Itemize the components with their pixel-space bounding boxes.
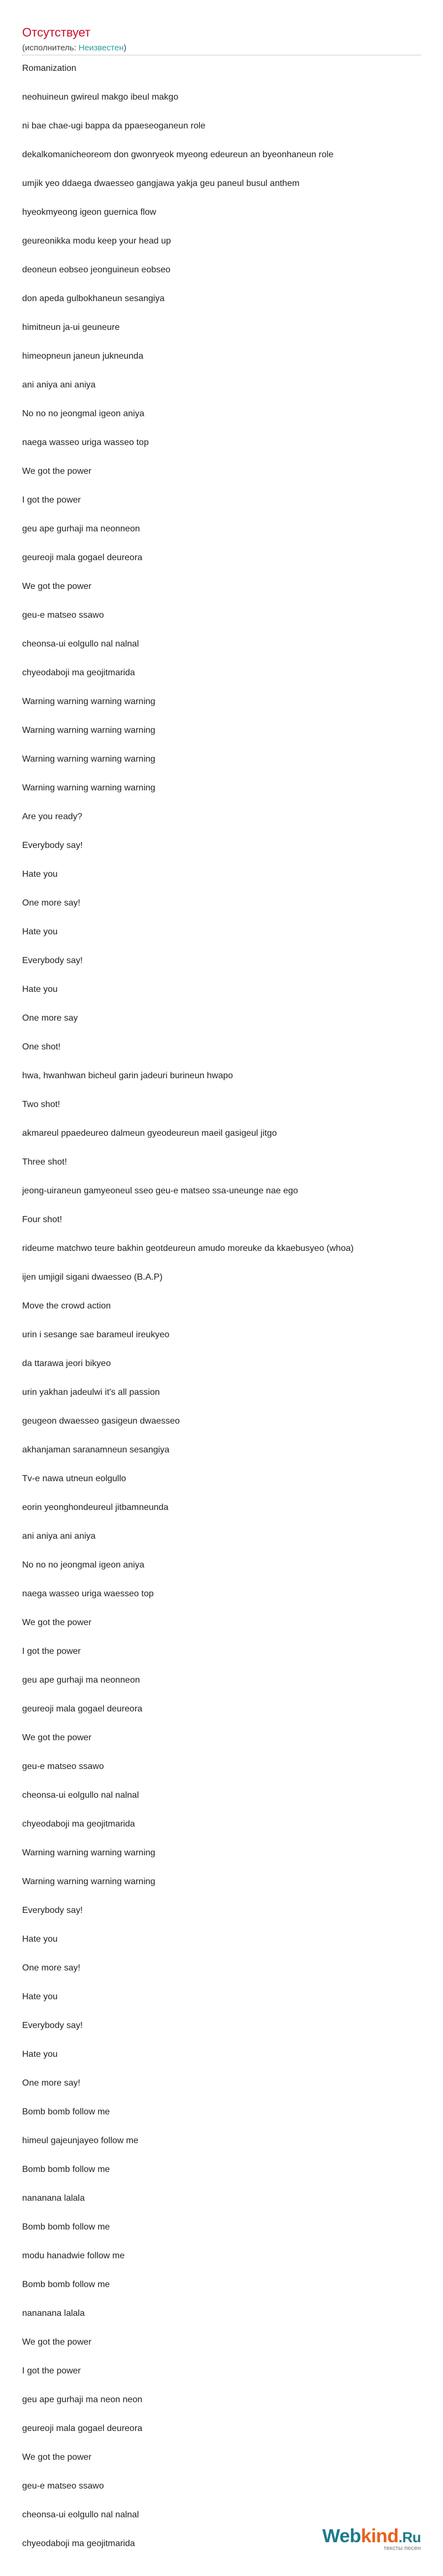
lyric-line: I got the power <box>22 495 81 505</box>
lyric-line: One more say! <box>22 1963 80 1973</box>
lyric-line: naega wasseo uriga wasseo top <box>22 438 149 447</box>
lyric-line: hwa, hwanhwan bicheul garin jadeuri burineun hwapo <box>22 1071 233 1080</box>
lyric-line: geu-e matseo ssawo <box>22 2481 104 2491</box>
lyric-line: geu ape gurhaji ma neonneon <box>22 524 140 534</box>
lyric-line: urin yakhan jadeulwi it's all passion <box>22 1388 160 1397</box>
lyric-line: eorin yeonghondeureul jitbamneunda <box>22 1503 169 1512</box>
lyric-line: da ttarawa jeori bikyeo <box>22 1359 111 1368</box>
lyric-line: don apeda gulbokhaneun sesangiya <box>22 294 165 303</box>
lyric-line: himeul gajeunjayeo follow me <box>22 2136 138 2145</box>
lyric-line: Warning warning warning warning <box>22 783 156 793</box>
lyric-line: chyeodaboji ma geojitmarida <box>22 668 135 677</box>
lyric-line: We got the power <box>22 582 92 591</box>
lyric-line: One more say <box>22 1013 78 1023</box>
lyric-line: akmareul ppaedeureo dalmeun gyeodeureun maeil gasigeul jitgo <box>22 1129 277 1138</box>
lyric-line: Bomb bomb follow me <box>22 2280 110 2289</box>
lyric-line: We got the power <box>22 2453 92 2462</box>
lyric-line: ani aniya ani aniya <box>22 380 96 390</box>
lyric-line: We got the power <box>22 1618 92 1627</box>
lyric-line: umjik yeo ddaega dwaesseo gangjawa yakja geu paneul busul anthem <box>22 179 300 188</box>
lyric-line: Hate you <box>22 1934 58 1944</box>
logo-web: Web <box>322 2526 361 2547</box>
lyric-line: Are you ready? <box>22 812 83 821</box>
lyric-line: Everybody say! <box>22 2021 83 2030</box>
lyric-line: chyeodaboji ma geojitmarida <box>22 1819 135 1829</box>
artist-byline <box>22 43 421 53</box>
lyric-line: No no no jeongmal igeon aniya <box>22 1560 145 1570</box>
lyric-line: modu hanadwie follow me <box>22 2251 125 2261</box>
lyric-line: Warning warning warning warning <box>22 1877 156 1886</box>
lyric-line: We got the power <box>22 1733 92 1742</box>
lyric-line: deoneun eobseo jeonguineun eobseo <box>22 265 171 275</box>
webkind-logo[interactable] <box>322 2526 421 2552</box>
lyric-line: Hate you <box>22 2050 58 2059</box>
lyric-line: Hate you <box>22 927 58 937</box>
lyric-line: Warning warning warning warning <box>22 726 156 735</box>
lyric-line: Hate you <box>22 1992 58 2001</box>
logo-kind: kind <box>360 2526 399 2547</box>
lyric-line: akhanjaman saranamneun sesangiya <box>22 1445 169 1455</box>
lyric-line: Hate you <box>22 985 58 994</box>
lyric-line: No no no jeongmal igeon aniya <box>22 409 145 418</box>
lyric-line: One more say! <box>22 2078 80 2088</box>
lyric-line: We got the power <box>22 467 92 476</box>
lyric-line: ni bae chae-ugi bappa da ppaeseoganeun role <box>22 121 205 131</box>
lyric-line: geu-e matseo ssawo <box>22 611 104 620</box>
lyric-line: Move the crowd action <box>22 1301 111 1311</box>
lyric-line: Tv-e nawa utneun eolgullo <box>22 1474 126 1483</box>
lyrics-list <box>0 63 443 2549</box>
lyric-line: cheonsa-ui eolgullo nal nalnal <box>22 2510 139 2520</box>
lyric-line: Warning warning warning warning <box>22 1848 156 1858</box>
lyric-line: himeopneun janeun jukneunda <box>22 351 143 361</box>
lyric-line: chyeodaboji ma geojitmarida <box>22 2539 135 2548</box>
lyric-line: nananana lalala <box>22 2194 85 2203</box>
lyric-line: geu-e matseo ssawo <box>22 1762 104 1771</box>
lyric-line: geureoji mala gogael deureora <box>22 1704 143 1714</box>
lyric-line: Bomb bomb follow me <box>22 2222 110 2232</box>
lyric-line: Bomb bomb follow me <box>22 2165 110 2174</box>
lyric-line: geureoji mala gogael deureora <box>22 553 143 562</box>
artist-link[interactable]: Неизвестен <box>78 43 124 53</box>
lyric-line: Everybody say! <box>22 956 83 965</box>
lyric-line: Three shot! <box>22 1157 67 1167</box>
lyric-line: Hate you <box>22 870 58 879</box>
logo-ru: .Ru <box>398 2529 421 2546</box>
lyric-line: I got the power <box>22 1647 81 1656</box>
page-title: Отсутствует <box>22 25 91 39</box>
lyric-line: naega wasseo uriga waesseo top <box>22 1589 154 1599</box>
lyric-line: ijen umjigil sigani dwaesseo (B.A.P) <box>22 1273 163 1282</box>
lyric-line: We got the power <box>22 2337 92 2347</box>
lyric-line: geugeon dwaesseo gasigeun dwaesseo <box>22 1416 180 1426</box>
lyric-line: Romanization <box>22 64 76 73</box>
lyric-line: geu ape gurhaji ma neon neon <box>22 2395 143 2404</box>
lyric-line: Bomb bomb follow me <box>22 2107 110 2117</box>
lyric-line: nananana lalala <box>22 2309 85 2318</box>
lyric-line: Everybody say! <box>22 841 83 850</box>
logo-wordmark <box>322 2526 421 2547</box>
lyric-line: rideume matchwo teure bakhin geotdeureun amudo moreuke da kkaebusyeo (whoa) <box>22 1244 354 1253</box>
lyric-line: Warning warning warning warning <box>22 754 156 764</box>
lyric-line: geu ape gurhaji ma neonneon <box>22 1675 140 1685</box>
lyric-line: One shot! <box>22 1042 61 1052</box>
lyric-line: ani aniya ani aniya <box>22 1532 96 1541</box>
byline-suffix: ) <box>123 43 127 53</box>
lyric-line: himitneun ja-ui geuneure <box>22 323 120 332</box>
lyric-line: Everybody say! <box>22 1906 83 1915</box>
lyric-line: Warning warning warning warning <box>22 697 156 706</box>
lyric-line: Two shot! <box>22 1100 60 1109</box>
lyric-line: geureonikka modu keep your head up <box>22 236 171 246</box>
lyric-line: urin i sesange sae barameul ireukyeo <box>22 1330 169 1339</box>
lyric-line: Four shot! <box>22 1215 63 1224</box>
lyric-line: I got the power <box>22 2366 81 2376</box>
lyric-line: cheonsa-ui eolgullo nal nalnal <box>22 1791 139 1800</box>
page-header <box>0 0 443 53</box>
lyric-line: neohuineun gwireul makgo ibeul makgo <box>22 92 178 102</box>
lyric-line: cheonsa-ui eolgullo nal nalnal <box>22 639 139 649</box>
lyric-line: dekalkomanicheoreom don gwonryeok myeong edeureun an byeonhaneun role <box>22 150 334 159</box>
lyric-line: geureoji mala gogael deureora <box>22 2424 143 2433</box>
logo-tagline: тексты песен <box>383 2545 421 2552</box>
byline-prefix: (исполнитель: <box>22 43 79 53</box>
lyric-line: One more say! <box>22 898 80 908</box>
lyric-line: jeong-uiraneun gamyeoneul sseo geu-e matseo ssa-uneunge nae ego <box>22 1186 298 1196</box>
lyric-line: hyeokmyeong igeon guernica flow <box>22 208 156 217</box>
